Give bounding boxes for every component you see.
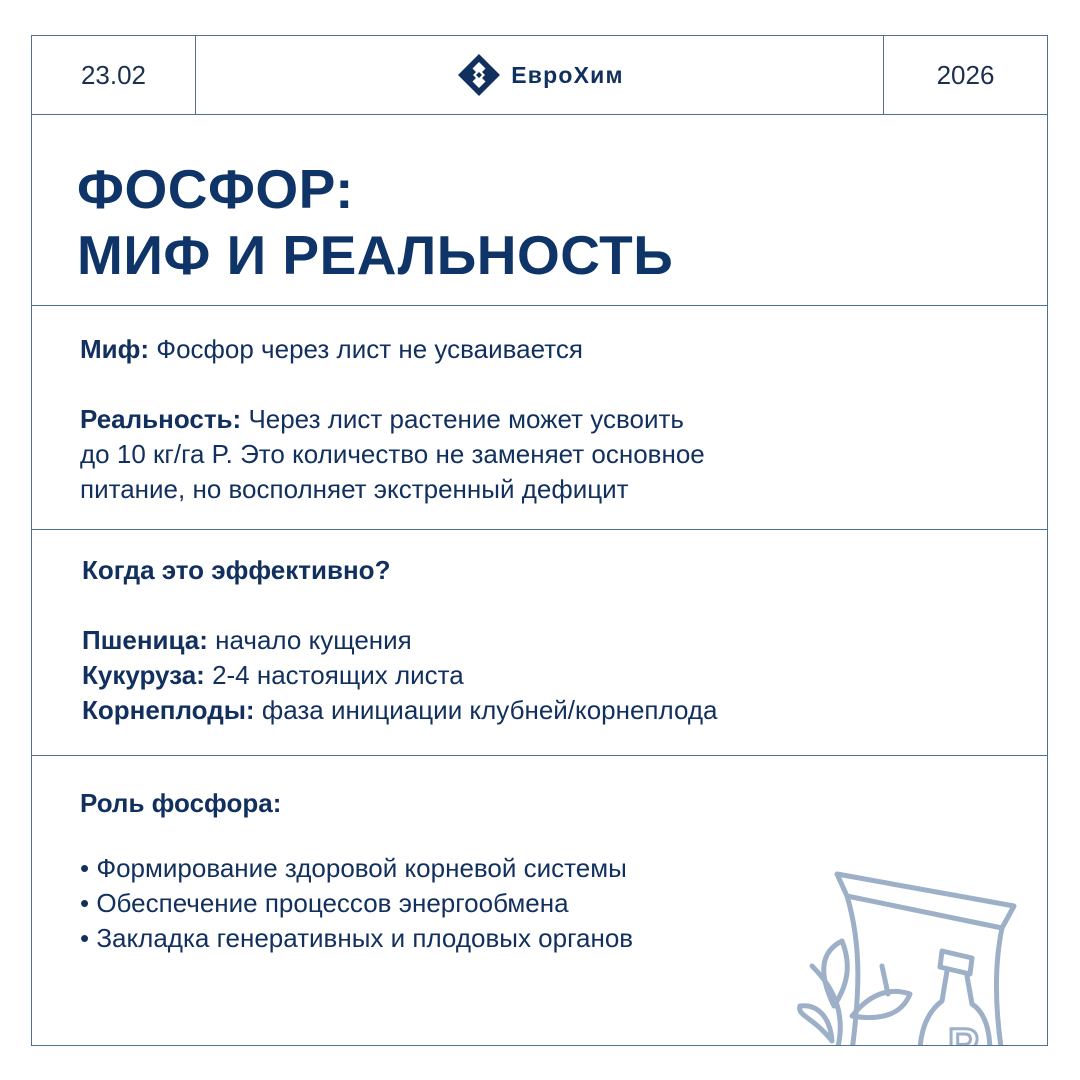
when-item-label: Кукуруза:: [82, 660, 205, 690]
when-item-roots: [82, 693, 718, 728]
when-item-text: 2-4 настоящих листа: [212, 660, 464, 690]
header: [32, 36, 1047, 115]
when-item-text: фаза инициации клубней/корнеплода: [261, 695, 718, 725]
reality-text-1: Через лист растение может усвоить: [248, 404, 684, 434]
header-date: 23.02: [32, 36, 196, 114]
brand-logo: [196, 36, 885, 114]
role-item-2: • Обеспечение процессов энергообмена: [80, 888, 569, 918]
when-item-label: Пшеница:: [82, 625, 208, 655]
post-card: [31, 35, 1048, 1066]
when-item-wheat: [82, 623, 412, 658]
when-item-label: Корнеплоды:: [82, 695, 255, 725]
reality-line-1: [80, 402, 684, 437]
when-item-corn: [82, 658, 464, 693]
myth-text: Фосфор через лист не усваивается: [156, 334, 583, 364]
myth-label: Миф:: [80, 334, 150, 364]
title-section: [32, 115, 1047, 306]
reality-text-2: до 10 кг/га P. Это количество не заменяет основное: [80, 439, 705, 469]
page-title-line-1: ФОСФОР:: [77, 158, 354, 220]
when-heading: Когда это эффективно?: [82, 555, 391, 585]
reality-text-3: питание, но восполняет экстренный дефицит: [80, 474, 629, 504]
role-heading: Роль фосфора:: [80, 788, 282, 818]
phosphorus-symbol: P: [948, 1019, 979, 1066]
fertilizer-bag-illustration: [792, 866, 1048, 1066]
myth-line: [80, 332, 583, 367]
reality-label: Реальность:: [80, 404, 242, 434]
when-section: [32, 530, 1047, 756]
myth-section: [32, 306, 1047, 530]
eurochem-logo-icon: [457, 53, 501, 97]
when-item-text: начало кущения: [215, 625, 412, 655]
role-item-1: • Формирование здоровой корневой системы: [80, 853, 627, 883]
role-item-3: • Закладка генеративных и плодовых органов: [80, 923, 634, 953]
page-title-line-2: МИФ И РЕАЛЬНОСТЬ: [77, 224, 674, 286]
brand-name: ЕвроХим: [511, 61, 624, 88]
header-year: 2026: [883, 36, 1047, 114]
